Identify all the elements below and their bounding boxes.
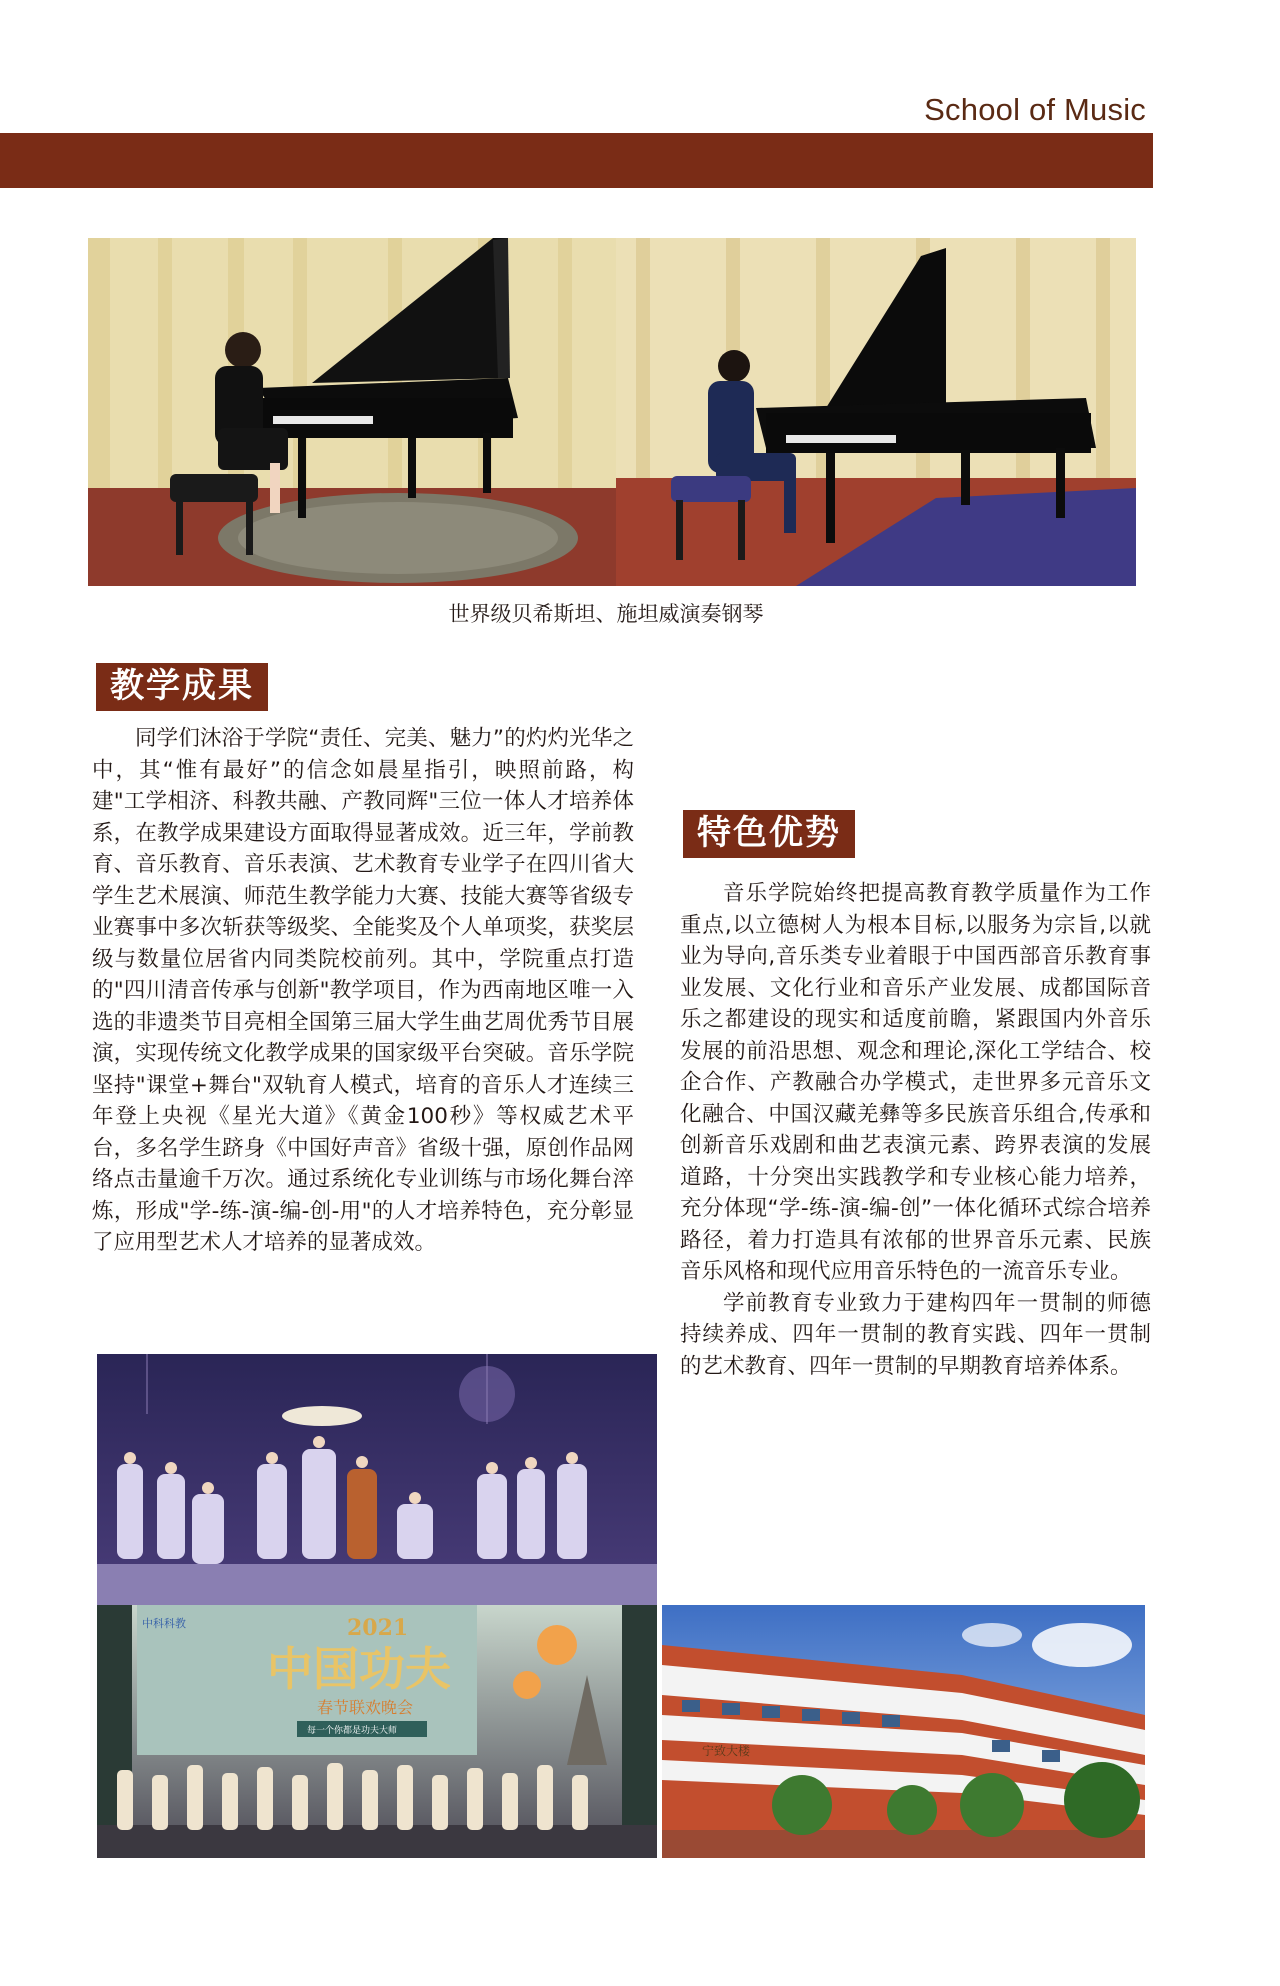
advantages-paragraph-2: 学前教育专业致力于建构四年一贯制的师德持续养成、四年一贯制的教育实践、四年一贯制的艺术教育、四年一贯制的早期教育培养体系。 bbox=[680, 1290, 1151, 1379]
advantages-paragraph-1: 音乐学院始终把提高教育教学质量作为工作重点,以立德树人为根本目标,以服务为宗旨,以就业为导向,音乐类专业着眼于中国西部音乐教育事业发展、文化行业和音乐产业发展、成都国际音乐之都建设的现实和适度前瞻，紧跟国内外音乐发展的前沿思想、观念和理论,深化工学结合、校企合作、产教融合办学模式，走世界多元音乐文化融合、中国汉藏羌彝等多民族音乐组合,传承和创新音乐戏剧和曲艺表演元素、跨界表演的发展道路，十分突出实践教学和专业核心能力培养，充分体现“学-练-演-编-创”一体化循环式综合培养路径，着力打造具有浓郁的世界音乐元素、民族音乐风格和现代应用音乐特色的一流音乐专业。 bbox=[680, 881, 1151, 1284]
piano-photo-right bbox=[616, 238, 1136, 586]
header-title: School of Music bbox=[924, 92, 1146, 127]
header-bar bbox=[0, 133, 1153, 188]
spring-gala-photo bbox=[97, 1605, 657, 1858]
gala-title: 中国功夫 bbox=[267, 1642, 451, 1696]
piano-photo-left bbox=[88, 238, 616, 586]
gala-brand: 中科科教 bbox=[142, 1617, 186, 1630]
gala-year: 2021 bbox=[347, 1615, 409, 1641]
teaching-body bbox=[92, 723, 634, 1259]
teaching-heading: 教学成果 bbox=[96, 663, 268, 711]
campus-building-photo bbox=[662, 1605, 1145, 1858]
advantages-body bbox=[680, 878, 1151, 1382]
building-sign: 宁致大楼 bbox=[702, 1744, 751, 1758]
gala-subtitle: 春节联欢晚会 bbox=[317, 1698, 414, 1717]
gala-tagline: 每一个你都是功夫大师 bbox=[307, 1726, 398, 1736]
piano-caption: 世界级贝希斯坦、施坦威演奏钢琴 bbox=[448, 602, 764, 626]
advantages-heading: 特色优势 bbox=[683, 810, 855, 858]
stage-performance-photo bbox=[97, 1354, 657, 1605]
teaching-paragraph: 同学们沐浴于学院“责任、完美、魅力”的灼灼光华之中，其“惟有最好”的信念如晨星指引，映照前路，构建"工学相济、科教共融、产教同辉"三位一体人才培养体系，在教学成果建设方面取得显著成效。近三年，学前教育、音乐教育、音乐表演、艺术教育专业学子在四川省大学生艺术展演、师范生教学能力大赛、技能大赛等省级专业赛事中多次斩获等级奖、全能奖及个人单项奖，获奖层级与数量位居省内同类院校前列。其中，学院重点打造的"四川清音传承与创新"教学项目，作为西南地区唯一入选的非遗类节目亮相全国第三届大学生曲艺周优秀节目展演，实现传统文化教学成果的国家级平台突破。音乐学院坚持"课堂+舞台"双轨育人模式，培育的音乐人才连续三年登上央视《星光大道》《黄金100秒》等权威艺术平台，多名学生跻身《中国好声音》省级十强，原创作品网络点击量逾千万次。通过系统化专业训练与市场化舞台淬炼，形成"学-练-演-编-创-用"的人才培养特色，充分彰显了应用型艺术人才培养的显著成效。 bbox=[92, 726, 634, 1255]
